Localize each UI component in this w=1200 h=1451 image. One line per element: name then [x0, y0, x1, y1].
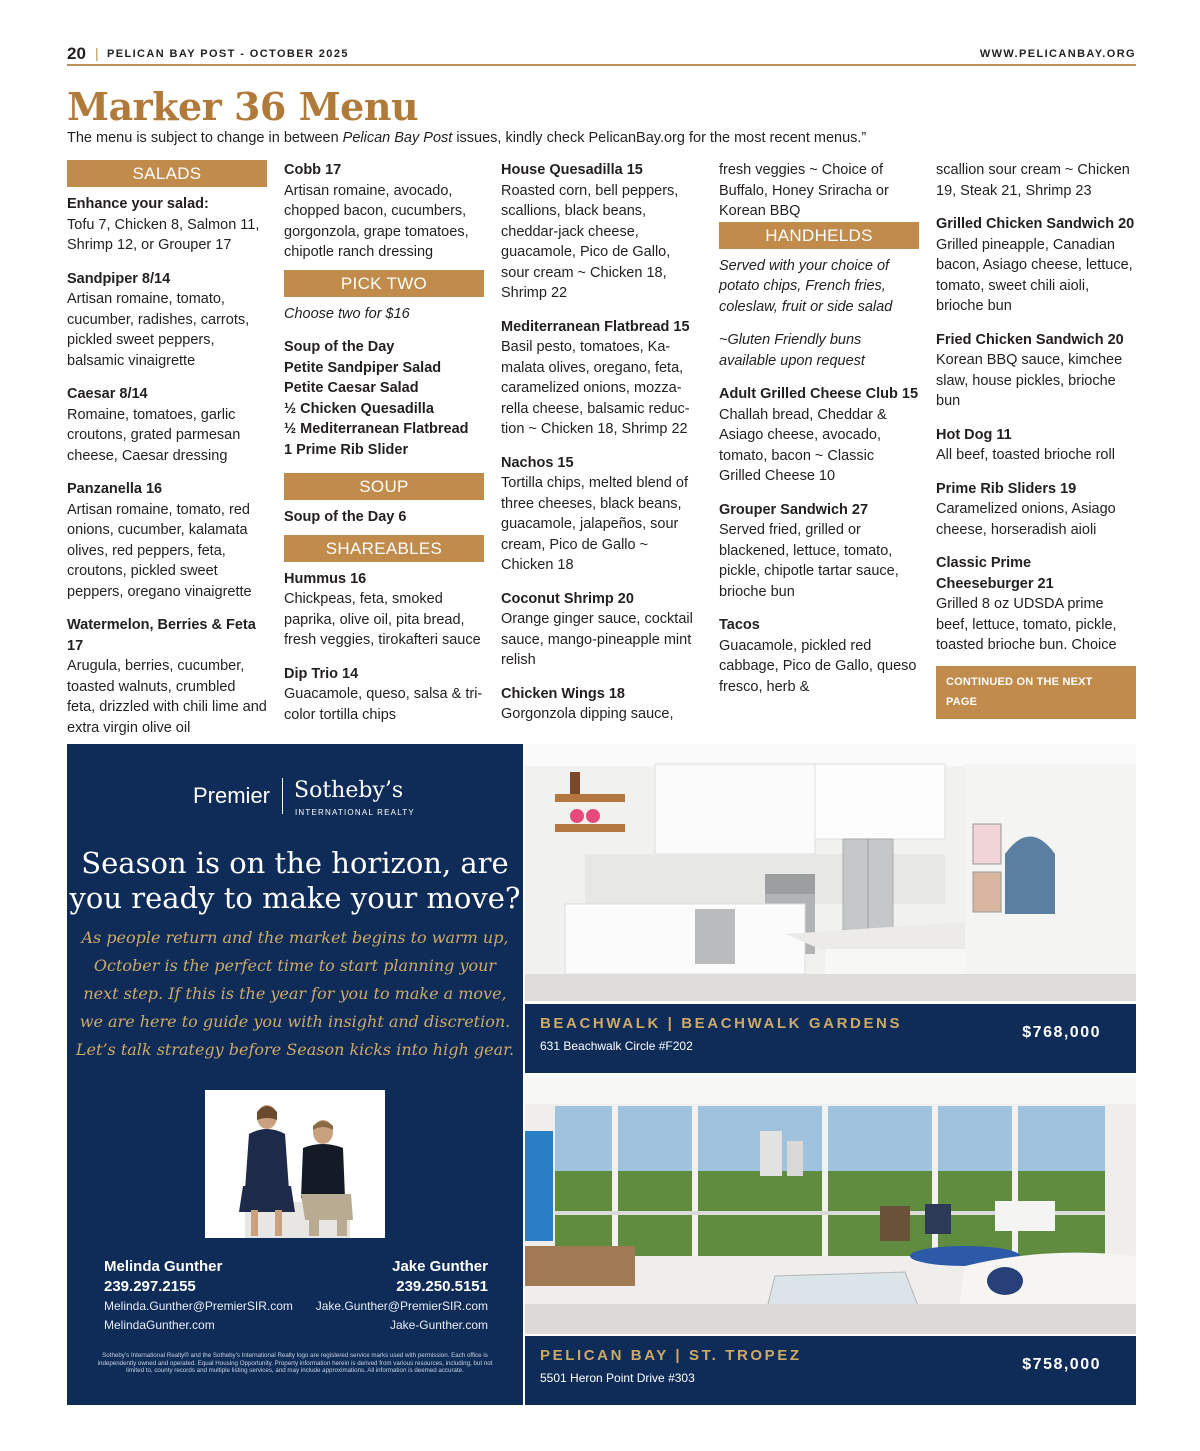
listing-address: 631 Beachwalk Circle #F202	[540, 1039, 693, 1053]
item-desc: Artisan romaine, avocado, chopped bacon, cucumbers, gorgonzola, grape tomatoes, chipotle ranch dressing	[284, 182, 469, 260]
soup-item: Soup of the Day 6	[284, 509, 407, 525]
menu-item	[936, 214, 1136, 317]
item-title: Coconut Shrimp 20	[501, 590, 634, 607]
intro-before: The menu is subject to change in between	[67, 130, 343, 146]
menu-column-2	[284, 160, 484, 725]
ad-message-panel	[67, 744, 523, 1405]
intro-italic: Pelican Bay Post	[342, 130, 453, 146]
listing-price: $768,000	[1022, 1024, 1101, 1041]
menu-item	[936, 553, 1136, 656]
menu-item	[719, 500, 919, 603]
agent-email[interactable]: Jake.Gunther@PremierSIR.com	[315, 1299, 488, 1313]
ad-headline: Season is on the horizon, are you ready to make your move?	[69, 846, 521, 915]
item-desc: Artisan romaine, tomato, red onions, cucumber, kalamata olives, red peppers, feta, croutons, pickled sweet peppers, oregano vinaigrette	[67, 501, 252, 600]
menu-item	[67, 269, 267, 372]
logo-divider	[282, 778, 283, 814]
pick-two-option: Soup of the Day	[284, 339, 395, 355]
item-title: Cobb 17	[284, 162, 342, 178]
listing-price: $758,000	[1022, 1356, 1101, 1373]
item-desc: Tortilla chips, melted blend of three cheeses, black beans, guacamole, jalapeños, sour cream, Pico de Gallo ~ Chicken 18	[501, 475, 688, 573]
menu-item	[719, 384, 919, 487]
menu-item	[501, 589, 701, 671]
item-desc: All beef, toasted brioche roll	[936, 447, 1115, 463]
listing-name: BEACHWALK | BEACHWALK GARDENS	[540, 1015, 903, 1032]
item-title: Prime Rib Sliders 19	[936, 480, 1077, 497]
menu-column-1	[67, 160, 267, 738]
pick-two-option: Petite Caesar Salad	[284, 380, 419, 396]
agent-phone[interactable]: 239.250.5151	[396, 1278, 488, 1295]
menu-column-5	[936, 160, 1136, 719]
item-title: Adult Grilled Cheese Club 15	[719, 386, 919, 402]
living-room-image	[525, 1076, 1136, 1334]
item-desc: Chickpeas, feta, smoked paprika, olive oil, pita bread, fresh veggies, tirokafteri sauce	[284, 591, 481, 648]
intro-after: issues, kindly check PelicanBay.org for the most recent menus.”	[452, 130, 867, 146]
menu-item	[67, 194, 267, 256]
listing-address: 5501 Heron Point Drive #303	[540, 1371, 695, 1385]
listing-beachwalk	[525, 744, 1136, 1073]
agents-portrait-image	[205, 1090, 385, 1238]
item-desc: Gorgonzola dipping sauce,	[501, 706, 674, 722]
pick-two-option: ½ Chicken Quesadilla	[284, 400, 434, 417]
menu-item	[67, 615, 267, 738]
gluten-note: ~Gluten Friendly buns available upon request	[719, 332, 865, 369]
menu-item	[936, 330, 1136, 412]
item-title: Grilled Chicken Sandwich 20	[936, 216, 1135, 232]
pick-two-option: ½ Mediterranean Flatbread	[284, 421, 469, 437]
living-room-photo	[525, 1076, 1136, 1334]
ad-disclaimer: Sotheby’s International Realty® and the Sotheby’s International Realty logo are registered service marks used with permission. Each office is independently owned and operated. Equal Housing Opportunity. Property information herein is derived from various resources, including, but not limited to, county records and multiple listing services, and may include approximations. All information is deemed accurate.	[97, 1352, 493, 1375]
menu-item	[67, 384, 267, 466]
agents-photo	[205, 1090, 385, 1238]
header-separator: |	[95, 45, 99, 61]
menu-item	[501, 453, 701, 576]
pick-two-option: 1 Prime Rib Slider	[284, 441, 409, 458]
listing-name: PELICAN BAY | ST. TROPEZ	[540, 1347, 802, 1364]
page-title: Marker 36 Menu	[67, 84, 419, 129]
item-desc: Orange ginger sauce, cocktail sauce, mango-pineapple mint relish	[501, 611, 693, 668]
item-desc-continued: fresh veggies ~ Choice of Buffalo, Honey Sriracha or Korean BBQ	[719, 162, 889, 219]
continued-next-page: CONTINUED ON THE NEXT PAGE	[936, 666, 1136, 719]
agent-jake	[316, 1257, 488, 1335]
section-header-shareables: SHAREABLES	[284, 535, 484, 562]
agent-name: Melinda Gunther	[104, 1258, 223, 1275]
menu-item	[67, 479, 267, 602]
item-desc: Tofu 7, Chicken 8, Salmon 11, Shrimp 12, or Grouper 17	[67, 216, 260, 253]
agent-name: Jake Gunther	[392, 1258, 488, 1275]
item-desc-continued: scallion sour cream ~ Chicken 19, Steak 21, Shrimp 23	[936, 162, 1130, 199]
item-desc: Guacamole, queso, salsa & tri-color tortilla chips	[284, 686, 483, 723]
item-title: Enhance your salad:	[67, 196, 209, 212]
item-title: Panzanella 16	[67, 481, 163, 497]
logo-subtitle: INTERNATIONAL REALTY	[295, 808, 415, 817]
item-title: Watermelon, Berries & Feta 17	[67, 617, 256, 654]
handhelds-note: Served with your choice of potato chips, French fries, coleslaw, fruit or side salad	[719, 257, 893, 315]
menu-column-4	[719, 160, 919, 697]
item-title: Fried Chicken Sandwich 20	[936, 331, 1124, 348]
section-header-salads: SALADS	[67, 160, 267, 187]
section-header-pick-two: PICK TWO	[284, 270, 484, 297]
listing-info-bar	[525, 1004, 1136, 1073]
item-title: Tacos	[719, 617, 760, 633]
item-title: Mediterranean Flatbread 15	[501, 318, 690, 335]
listing-info-bar	[525, 1336, 1136, 1405]
ad-pitch: As people return and the market begins to warm up, October is the perfect time to start planning your next step. If this is the year for you to make a move, we are here to guide you with insight and discretion. Let’s talk strategy before Season kicks into high gear.	[75, 928, 515, 1059]
item-desc: Korean BBQ sauce, kimchee slaw, house pickles, brioche bun	[936, 352, 1123, 409]
menu-item	[501, 684, 701, 725]
item-desc: Caramelized onions, Asiago cheese, horseradish aioli	[936, 501, 1116, 538]
item-title: Dip Trio 14	[284, 665, 359, 682]
item-desc: Challah bread, Cheddar & Asiago cheese, avocado, tomato, bacon ~ Classic Grilled Cheese 10	[719, 406, 887, 484]
menu-item	[284, 569, 484, 651]
item-title: Grouper Sandwich 27	[719, 501, 869, 518]
item-desc: Artisan romaine, tomato, cucumber, radishes, carrots, pickled sweet peppers, balsamic vinaigrette	[67, 291, 250, 369]
item-title: Sandpiper 8/14	[67, 270, 171, 287]
item-title: Hummus 16	[284, 570, 367, 587]
pick-two-note: Choose two for $16	[284, 305, 410, 322]
pick-two-option: Petite Sandpiper Salad	[284, 359, 442, 376]
item-desc: Roasted corn, bell peppers, scallions, black beans, cheddar-jack cheese, guacamole, Pico de Gallo, sour cream ~ Chicken 18, Shrimp 22	[501, 182, 679, 301]
agent-website[interactable]: Jake-Gunther.com	[389, 1318, 488, 1332]
agent-melinda	[104, 1257, 293, 1335]
section-header-handhelds: HANDHELDS	[719, 222, 919, 249]
item-desc: Romaine, tomatoes, garlic croutons, grated parmesan cheese, Caesar dressing	[67, 406, 241, 464]
item-desc: Basil pesto, tomatoes, Ka-malata olives, oregano, feta, caramelized onions, mozza-rella cheese, balsamic reduc-tion ~ Chicken 18, Shrimp 22	[501, 339, 690, 437]
menu-item	[284, 160, 484, 263]
publication-name: PELICAN BAY POST - OCTOBER 2025	[107, 48, 349, 60]
logo-premier: Premier	[193, 783, 271, 808]
sothebys-advertisement	[67, 744, 1136, 1405]
listing-st-tropez	[525, 1076, 1136, 1405]
item-desc: Guacamole, pickled red cabbage, Pico de Gallo, queso fresco, herb &	[719, 637, 917, 695]
item-title: Hot Dog 11	[936, 426, 1012, 443]
menu-item	[501, 317, 701, 440]
item-title: Nachos 15	[501, 454, 574, 471]
agent-phone[interactable]: 239.297.2155	[104, 1278, 196, 1295]
item-desc: Grilled pineapple, Canadian bacon, Asiago cheese, lettuce, tomato, sweet chili aioli, brioche bun	[936, 236, 1133, 314]
item-desc: Grilled 8 oz UDSDA prime beef, lettuce, tomato, pickle, toasted brioche bun. Choice	[936, 596, 1117, 653]
menu-item	[936, 479, 1136, 541]
kitchen-image	[525, 744, 1136, 1001]
item-desc: Served fried, grilled or blackened, lettuce, tomato, pickle, chipotle tartar sauce, brioche bun	[719, 522, 899, 600]
intro-text	[67, 130, 1137, 146]
menu-column-3	[501, 160, 701, 725]
item-title: House Quesadilla 15	[501, 162, 643, 178]
item-desc: Arugula, berries, cucumber, toasted walnuts, crumbled feta, drizzled with chili lime and extra virgin olive oil	[67, 658, 267, 736]
logo-brand: Sotheby’s	[294, 778, 404, 803]
agent-website[interactable]: MelindaGunther.com	[104, 1318, 215, 1332]
kitchen-photo	[525, 744, 1136, 1001]
item-title: Chicken Wings 18	[501, 685, 625, 702]
menu-item	[501, 160, 701, 304]
menu-item	[719, 615, 919, 697]
section-header-soup: SOUP	[284, 473, 484, 500]
menu-item	[284, 664, 484, 726]
website-url[interactable]: WWW.PELICANBAY.ORG	[979, 48, 1136, 60]
item-title: Caesar 8/14	[67, 386, 148, 402]
item-title: Classic Prime Cheeseburger 21	[936, 555, 1054, 592]
menu-item	[936, 425, 1136, 466]
running-header	[67, 44, 1136, 66]
page-number: 20	[67, 44, 86, 63]
agent-email[interactable]: Melinda.Gunther@PremierSIR.com	[104, 1299, 293, 1313]
